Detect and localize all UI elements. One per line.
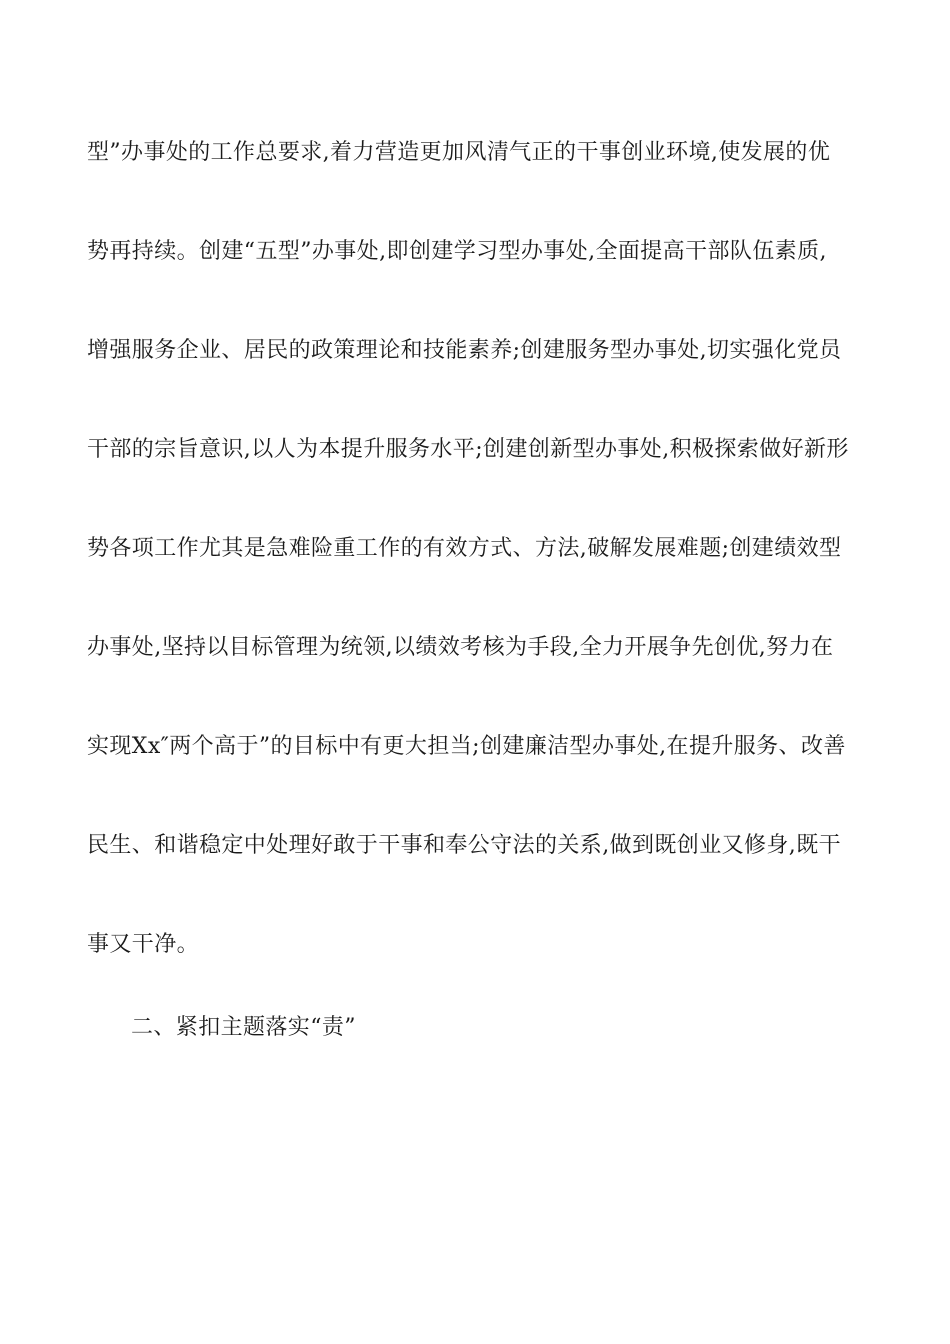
- paragraph-line-1: 型”办事处的工作总要求,着力营造更加风清气正的干事创业环境,使发展的优: [87, 140, 831, 165]
- paragraph-line-7: 实现Xx″两个高于”的目标中有更大担当;创建廉洁型办事处,在提升服务、改善: [87, 734, 846, 759]
- paragraph-line-6: 办事处,坚持以目标管理为统领,以绩效考核为手段,全力开展争先创优,努力在: [87, 635, 834, 660]
- paragraph-line-3: 增强服务企业、居民的政策理论和技能素养;创建服务型办事处,切实强化党员: [87, 338, 842, 363]
- section-heading: 二、紧扣主题落实“责”: [131, 1015, 356, 1040]
- paragraph-line-2: 势再持续。创建“五型”办事处,即创建学习型办事处,全面提高干部队伍素质,: [87, 239, 827, 264]
- paragraph-line-4: 干部的宗旨意识,以人为本提升服务水平;创建创新型办事处,积极探索做好新形: [87, 437, 849, 462]
- paragraph-line-9: 事又干净。: [87, 932, 200, 957]
- paragraph-line-8: 民生、和谐稳定中处理好敢于干事和奉公守法的关系,做到既创业又修身,既干: [87, 833, 841, 858]
- paragraph-line-5: 势各项工作尤其是急难险重工作的有效方式、方法,破解发展难题;创建绩效型: [87, 536, 842, 561]
